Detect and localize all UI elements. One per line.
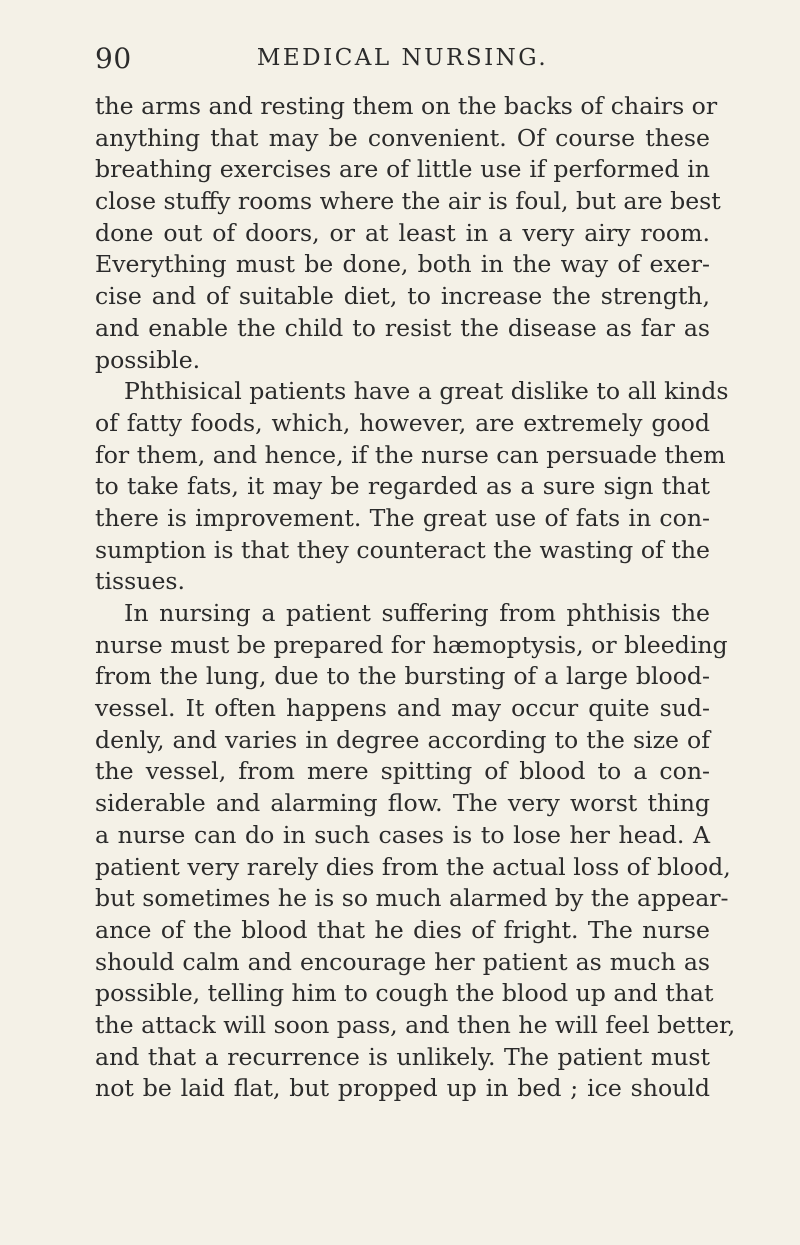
text-line: of fatty foods, which, however, are extremely good [95, 408, 710, 437]
text-line: cise and of suitable diet, to increase the strength, [95, 282, 710, 311]
text-line: but sometimes he is so much alarmed by the appear- [95, 884, 729, 913]
text-line: the attack will soon pass, and then he will feel better, [95, 1010, 736, 1039]
text-line: Everything must be done, both in the way of exer- [95, 250, 710, 279]
text-line: should calm and encourage her patient as much as [95, 947, 710, 976]
text-line: anything that may be convenient. Of course these [95, 123, 710, 152]
page-number: 90 [95, 42, 132, 75]
page-header [95, 42, 710, 82]
text-line: close stuffy rooms where the air is foul, but are best [95, 187, 721, 216]
text-line: ance of the blood that he dies of fright. The nurse [95, 915, 710, 944]
text-line: to take fats, it may be regarded as a sure sign that [95, 472, 710, 501]
text-line: there is improvement. The great use of fats in con- [95, 503, 710, 532]
body-text [95, 91, 736, 1105]
text-line: and that a recurrence is unlikely. The patient must [95, 1042, 710, 1071]
text-line: vessel. It often happens and may occur quite sud- [95, 694, 710, 723]
text-line: a nurse can do in such cases is to lose her head. A [95, 820, 710, 849]
text-line: from the lung, due to the bursting of a large blood- [95, 662, 710, 691]
text-line: possible. [95, 345, 201, 374]
text-line: In nursing a patient suffering from phthisis the [124, 599, 710, 627]
text-line: and enable the child to resist the disease as far as [95, 313, 710, 342]
text-line: Phthisical patients have a great dislike to all kinds [124, 377, 729, 406]
text-line: for them, and hence, if the nurse can persuade them [95, 440, 726, 469]
running-head: MEDICAL NURSING. [256, 45, 549, 71]
text-line: the vessel, from mere spitting of blood to a con- [95, 757, 710, 786]
text-line: siderable and alarming flow. The very worst thing [95, 789, 710, 818]
text-line: breathing exercises are of little use if performed in [95, 155, 710, 184]
text-line: denly, and varies in degree according to the size of [95, 725, 710, 754]
text-line: patient very rarely dies from the actual loss of blood, [95, 852, 731, 881]
text-line: tissues. [95, 567, 186, 596]
text-line: done out of doors, or at least in a very airy room. [95, 218, 710, 247]
text-line: sumption is that they counteract the wasting of the [95, 535, 710, 564]
text-line: nurse must be prepared for hæmoptysis, or bleeding [95, 630, 728, 659]
text-line: the arms and resting them on the backs of chairs or [95, 92, 718, 120]
text-line: not be laid flat, but propped up in bed ; ice should [95, 1074, 710, 1103]
text-line: possible, telling him to cough the blood up and that [95, 979, 714, 1008]
